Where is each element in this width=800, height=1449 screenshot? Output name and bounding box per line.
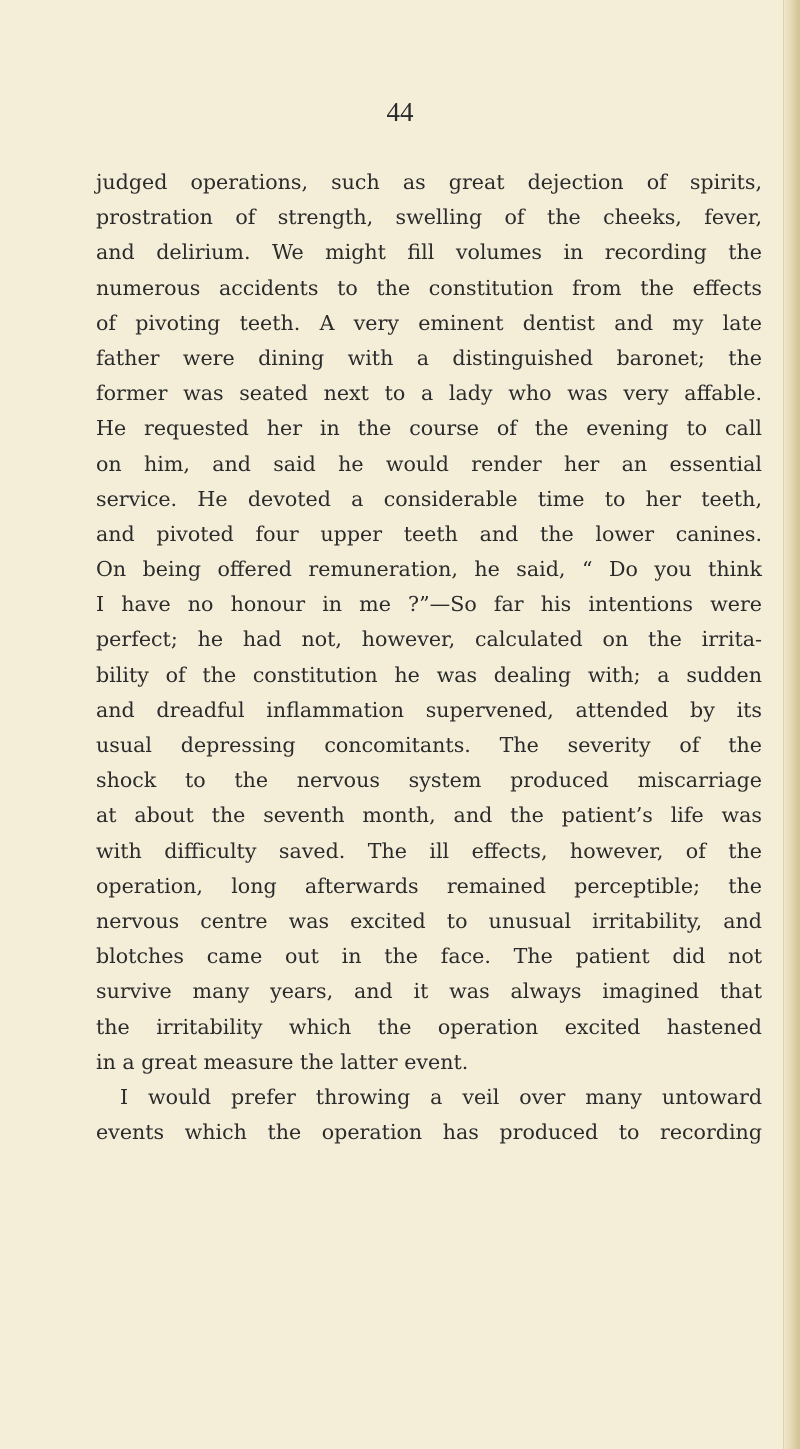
text-line: and pivoted four upper teeth and the lower canines. (96, 521, 762, 546)
text-line: father were dining with a distinguished baronet; the (96, 345, 762, 370)
text-line: nervous centre was excited to unusual irritability, and (96, 908, 762, 933)
text-line: and dreadful inflammation supervened, attended by its (96, 697, 762, 722)
text-line: numerous accidents to the constitution from the effects (96, 275, 762, 300)
text-line: shock to the nervous system produced miscarriage (96, 768, 762, 793)
text-line: former was seated next to a lady who was very affable. (96, 381, 762, 406)
text-line: of pivoting teeth. A very eminent dentist and my late (96, 310, 762, 335)
text-line: usual depressing concomitants. The severity of the (96, 733, 762, 757)
page-edge (783, 0, 800, 1449)
text-line: the irritability which the operation excited hastened (96, 1014, 762, 1039)
text-line: events which the operation has produced to recording (96, 1120, 762, 1145)
text-line: I would prefer throwing a veil over many untoward (120, 1084, 762, 1109)
text-line: service. He devoted a considerable time to her teeth, (96, 486, 762, 511)
page-number: 44 (386, 97, 414, 127)
text-line: He requested her in the course of the evening to call (96, 416, 762, 441)
text-line: On being offered remuneration, he said, “ Do you think (96, 557, 762, 582)
text-line: in a great measure the latter event. (96, 1049, 469, 1074)
text-line: and delirium. We might fill volumes in recording the (96, 240, 762, 265)
text-line: survive many years, and it was always imagined that (96, 979, 762, 1004)
text-line: blotches came out in the face. The patient did not (96, 944, 762, 969)
text-line: prostration of strength, swelling of the cheeks, fever, (96, 205, 762, 230)
text-line: judged operations, such as great dejection of spirits, (96, 170, 762, 194)
body-text (96, 165, 762, 1150)
text-line: at about the seventh month, and the patient’s life was (96, 803, 762, 828)
text-line: on him, and said he would render her an essential (96, 451, 762, 476)
text-line: I have no honour in me ?”—So far his intentions were (96, 592, 762, 617)
text-line: with difficulty saved. The ill effects, however, of the (96, 838, 762, 863)
text-line: perfect; he had not, however, calculated on the irrita- (96, 627, 762, 652)
text-line: operation, long afterwards remained perceptible; the (96, 873, 762, 898)
text-line: bility of the constitution he was dealing with; a sudden (96, 662, 762, 687)
